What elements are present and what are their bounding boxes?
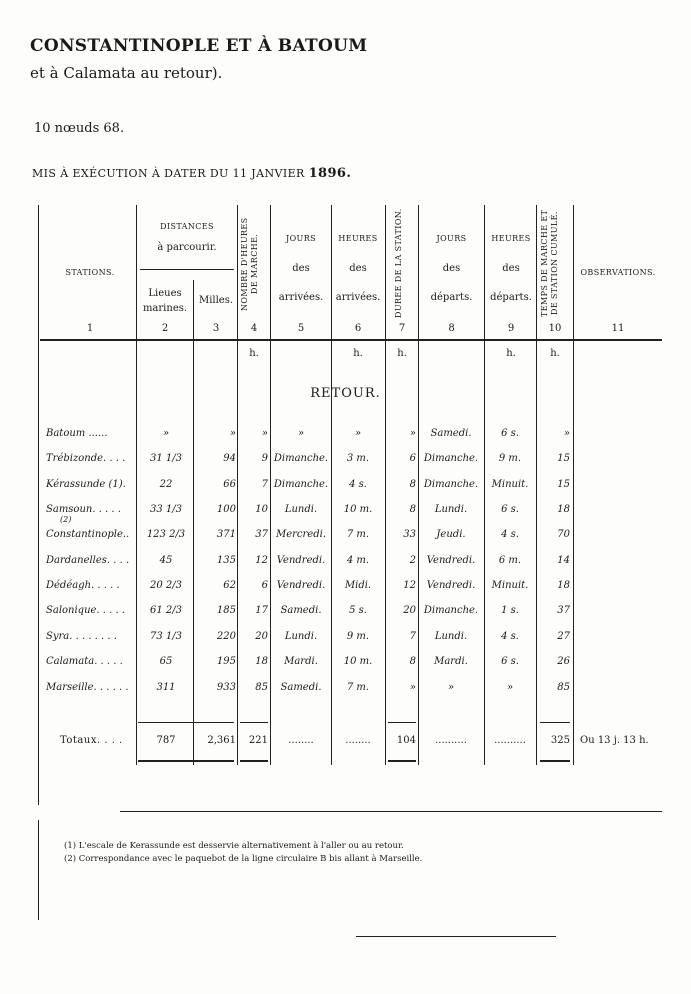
table-row xyxy=(0,504,691,528)
jour-arrivee: Samedi. xyxy=(280,682,322,693)
col-header-des-dep: des xyxy=(442,263,461,274)
lieues-value: 311 xyxy=(156,682,176,693)
table-row xyxy=(0,656,691,680)
unit-label: h. xyxy=(249,348,259,359)
heure-arrivee: 4 s. xyxy=(349,479,367,490)
col-header-duree: DURÉE DE LA STATION. xyxy=(394,208,403,318)
heure-depart: 1 s. xyxy=(501,605,519,616)
jour-depart: Lundi. xyxy=(434,631,468,642)
station-name: Salonique. . . . . xyxy=(46,605,126,616)
lieues-value: 123 2/3 xyxy=(146,529,186,540)
duree-station: 6 xyxy=(409,453,416,464)
totals-double-rule xyxy=(388,760,416,762)
col-number: 5 xyxy=(297,323,305,334)
table-row xyxy=(0,682,691,706)
col-header-des-heures-arr: des xyxy=(349,263,367,274)
bottom-rule xyxy=(356,936,556,937)
station-name: Trébizonde. . . . xyxy=(46,453,126,464)
table-row xyxy=(0,529,691,553)
temps-cumule: 15 xyxy=(557,453,570,464)
heure-arrivee: Midi. xyxy=(344,580,372,591)
milles-value: 135 xyxy=(216,555,236,566)
table-row xyxy=(0,605,691,629)
speed-note: 10 nœuds 68. xyxy=(34,121,125,136)
col-number: 1 xyxy=(86,323,94,334)
milles-value: 62 xyxy=(223,580,236,591)
duree-station: » xyxy=(409,428,416,439)
heure-depart: Minuit. xyxy=(491,479,529,490)
station-name: Dardanelles. . . . xyxy=(46,555,130,566)
jour-arrivee: Lundi. xyxy=(284,504,318,515)
temps-cumule: 37 xyxy=(557,605,570,616)
heure-arrivee: 10 m. xyxy=(343,656,373,667)
jour-depart: Dimanche. xyxy=(423,453,479,464)
jour-depart: Vendredi. xyxy=(426,580,476,591)
col-header-des-arr: des xyxy=(292,263,310,274)
heure-depart: 6 s. xyxy=(501,656,519,667)
temps-cumule: 27 xyxy=(557,631,570,642)
table-row xyxy=(0,428,691,452)
lieues-value: 22 xyxy=(159,479,173,490)
heure-arrivee: 7 m. xyxy=(346,529,370,540)
heure-depart: 9 m. xyxy=(498,453,522,464)
heure-arrivee: 9 m. xyxy=(346,631,370,642)
totals-milles: 2,361 xyxy=(207,735,236,746)
jour-arrivee: Dimanche. xyxy=(273,479,329,490)
totals-lieues: 787 xyxy=(156,735,176,746)
heure-depart: » xyxy=(506,682,514,693)
notes-left-border xyxy=(38,820,39,920)
col-number: 7 xyxy=(398,323,406,334)
station-name: Syra. . . . . . . . xyxy=(46,631,117,642)
page-subtitle: et à Calamata au retour). xyxy=(30,64,223,82)
heures-value: 85 xyxy=(255,682,268,693)
temps-cumule: » xyxy=(563,428,570,439)
heures-value: » xyxy=(261,428,268,439)
station-name: Constantinople.. xyxy=(46,529,130,540)
unit-label: h. xyxy=(353,348,363,359)
col-header-departs-heures: départs. xyxy=(490,292,532,303)
col-header-jours-dep: JOURS xyxy=(436,234,467,243)
heure-depart: 4 s. xyxy=(501,631,519,642)
station-name: Calamata. . . . . xyxy=(46,656,123,667)
col-header-departs: départs. xyxy=(430,292,473,303)
milles-value: 195 xyxy=(216,656,236,667)
jour-arrivee: Vendredi. xyxy=(276,580,326,591)
station-name: Marseille. . . . . . xyxy=(46,682,129,693)
table-row xyxy=(0,631,691,655)
milles-value: 185 xyxy=(216,605,236,616)
col-header-temps: TEMPS DE MARCHE ET DE STATION CUMULÉ. xyxy=(540,209,559,317)
jour-arrivee: » xyxy=(297,428,305,439)
temps-cumule: 18 xyxy=(557,504,570,515)
temps-cumule: 15 xyxy=(557,479,570,490)
footnote-marker: (2) xyxy=(60,515,72,524)
jour-arrivee: Samedi. xyxy=(280,605,322,616)
totals-dots: .......... xyxy=(435,735,467,746)
milles-value: 94 xyxy=(223,453,236,464)
heures-value: 10 xyxy=(255,504,268,515)
col-header-jours-arr: JOURS xyxy=(285,234,316,243)
totals-observation: Ou 13 j. 13 h. xyxy=(580,735,649,746)
totals-dots: ........ xyxy=(345,735,371,746)
footer-rule xyxy=(120,811,662,812)
table-row xyxy=(0,580,691,604)
header-rule xyxy=(40,339,662,341)
execution-year: 1896. xyxy=(308,166,352,181)
jour-depart: Vendredi. xyxy=(426,555,476,566)
lieues-value: 73 1/3 xyxy=(150,631,182,642)
heure-depart: 6 s. xyxy=(501,504,519,515)
milles-value: 66 xyxy=(223,479,236,490)
totals-label: Totaux. . . . xyxy=(60,735,123,746)
totals-heures: 221 xyxy=(248,735,268,746)
milles-value: 220 xyxy=(216,631,236,642)
unit-label: h. xyxy=(506,348,516,359)
duree-station: » xyxy=(409,682,416,693)
jour-depart: Jeudi. xyxy=(436,529,466,540)
heure-depart: 4 s. xyxy=(501,529,519,540)
jour-depart: Mardi. xyxy=(434,656,468,667)
duree-station: 2 xyxy=(409,555,416,566)
duree-station: 8 xyxy=(409,479,416,490)
section-title-retour: RETOUR. xyxy=(310,386,381,401)
lieues-value: 20 2/3 xyxy=(150,580,182,591)
lieues-value: 65 xyxy=(159,656,173,667)
jour-arrivee: Mercredi. xyxy=(275,529,326,540)
heure-arrivee: 10 m. xyxy=(343,504,373,515)
heure-depart: 6 s. xyxy=(501,428,519,439)
page-title: CONSTANTINOPLE ET À BATOUM xyxy=(30,36,368,56)
col-header-stations: STATIONS. xyxy=(65,268,115,277)
totals-cumul: 325 xyxy=(550,735,570,746)
milles-value: 100 xyxy=(216,504,236,515)
lieues-value: » xyxy=(162,428,170,439)
heures-value: 37 xyxy=(255,529,268,540)
heures-value: 7 xyxy=(261,479,268,490)
unit-label: h. xyxy=(550,348,560,359)
execution-prefix: MIS À EXÉCUTION À DATER DU 11 JANVIER xyxy=(32,167,305,180)
jour-arrivee: Dimanche. xyxy=(273,453,329,464)
heure-arrivee: » xyxy=(354,428,362,439)
table-row xyxy=(0,479,691,503)
jour-depart: Dimanche. xyxy=(423,605,479,616)
heures-value: 20 xyxy=(255,631,268,642)
jour-depart: » xyxy=(447,682,455,693)
totals-rule xyxy=(540,722,570,723)
footnote-1: (1) L'escale de Kerassunde est desservie alternativement à l'aller ou au retour. xyxy=(64,841,404,851)
temps-cumule: 70 xyxy=(557,529,570,540)
col-header-lieues: Lieues marines. xyxy=(142,288,188,314)
duree-station: 8 xyxy=(409,504,416,515)
col-header-heures-dep: HEURES xyxy=(491,234,531,243)
heure-arrivee: 5 s. xyxy=(349,605,367,616)
heures-value: 17 xyxy=(255,605,268,616)
heure-arrivee: 4 m. xyxy=(346,555,370,566)
milles-value: 933 xyxy=(216,682,236,693)
col-header-observations: OBSERVATIONS. xyxy=(580,268,656,277)
totals-rule xyxy=(388,722,416,723)
table-row xyxy=(0,555,691,579)
col-header-nombre-heures: NOMBRE D'HEURES DE MARCHE. xyxy=(240,217,259,311)
heure-arrivee: 7 m. xyxy=(346,682,370,693)
station-name: Dédéagh. . . . . xyxy=(46,580,120,591)
execution-date xyxy=(32,166,351,181)
temps-cumule: 26 xyxy=(557,656,570,667)
col-header-a-parcourir: à parcourir. xyxy=(157,242,217,253)
milles-value: 371 xyxy=(216,529,236,540)
col-number: 3 xyxy=(212,323,220,334)
station-name: Batoum ...... xyxy=(46,428,108,439)
jour-arrivee: Lundi. xyxy=(284,631,318,642)
jour-depart: Lundi. xyxy=(434,504,468,515)
table-row xyxy=(0,453,691,477)
lieues-value: 31 1/3 xyxy=(150,453,182,464)
brace-line xyxy=(140,269,234,270)
totals-rule xyxy=(240,722,268,723)
duree-station: 7 xyxy=(409,631,416,642)
duree-station: 33 xyxy=(403,529,416,540)
temps-cumule: 85 xyxy=(557,682,570,693)
heures-value: 9 xyxy=(261,453,268,464)
col-number: 2 xyxy=(161,323,169,334)
col-header-arrivees: arrivées. xyxy=(278,292,324,303)
totals-double-rule xyxy=(138,760,234,762)
totals-dots: .......... xyxy=(494,735,526,746)
heures-value: 12 xyxy=(255,555,268,566)
heure-depart: 6 m. xyxy=(498,555,522,566)
col-number: 10 xyxy=(548,323,562,334)
col-number: 9 xyxy=(507,323,515,334)
totals-double-rule xyxy=(540,760,570,762)
col-header-distances: DISTANCES xyxy=(160,222,214,231)
col-header-arrivees-heures: arrivées. xyxy=(335,292,381,303)
totals-rule xyxy=(138,722,234,723)
station-name: Kérassunde (1). xyxy=(46,479,126,490)
jour-depart: Samedi. xyxy=(430,428,472,439)
lieues-value: 45 xyxy=(159,555,173,566)
col-header-heures-arr: HEURES xyxy=(338,234,378,243)
milles-value: » xyxy=(229,428,236,439)
col-header-des-heures-dep: des xyxy=(502,263,520,274)
totals-dots: ........ xyxy=(288,735,314,746)
temps-cumule: 18 xyxy=(557,580,570,591)
heure-arrivee: 3 m. xyxy=(346,453,370,464)
duree-station: 12 xyxy=(403,580,416,591)
unit-label: h. xyxy=(397,348,407,359)
col-header-milles: Milles. xyxy=(198,295,234,306)
footnotes xyxy=(64,840,422,866)
lieues-value: 33 1/3 xyxy=(150,504,182,515)
col-number: 11 xyxy=(611,323,625,334)
col-number: 6 xyxy=(354,323,362,334)
col-number: 4 xyxy=(250,323,258,334)
jour-depart: Dimanche. xyxy=(423,479,479,490)
col-number: 8 xyxy=(448,323,455,334)
temps-cumule: 14 xyxy=(557,555,570,566)
jour-arrivee: Vendredi. xyxy=(276,555,326,566)
heure-depart: Minuit. xyxy=(491,580,529,591)
duree-station: 8 xyxy=(409,656,416,667)
duree-station: 20 xyxy=(403,605,416,616)
totals-duree: 104 xyxy=(396,735,416,746)
heures-value: 6 xyxy=(261,580,268,591)
lieues-value: 61 2/3 xyxy=(150,605,182,616)
station-name: Samsoun. . . . . xyxy=(46,504,121,515)
heures-value: 18 xyxy=(255,656,268,667)
totals-double-rule xyxy=(240,760,268,762)
jour-arrivee: Mardi. xyxy=(284,656,318,667)
footnote-2: (2) Correspondance avec le paquebot de la ligne circulaire B bis allant à Marseille. xyxy=(64,854,423,864)
